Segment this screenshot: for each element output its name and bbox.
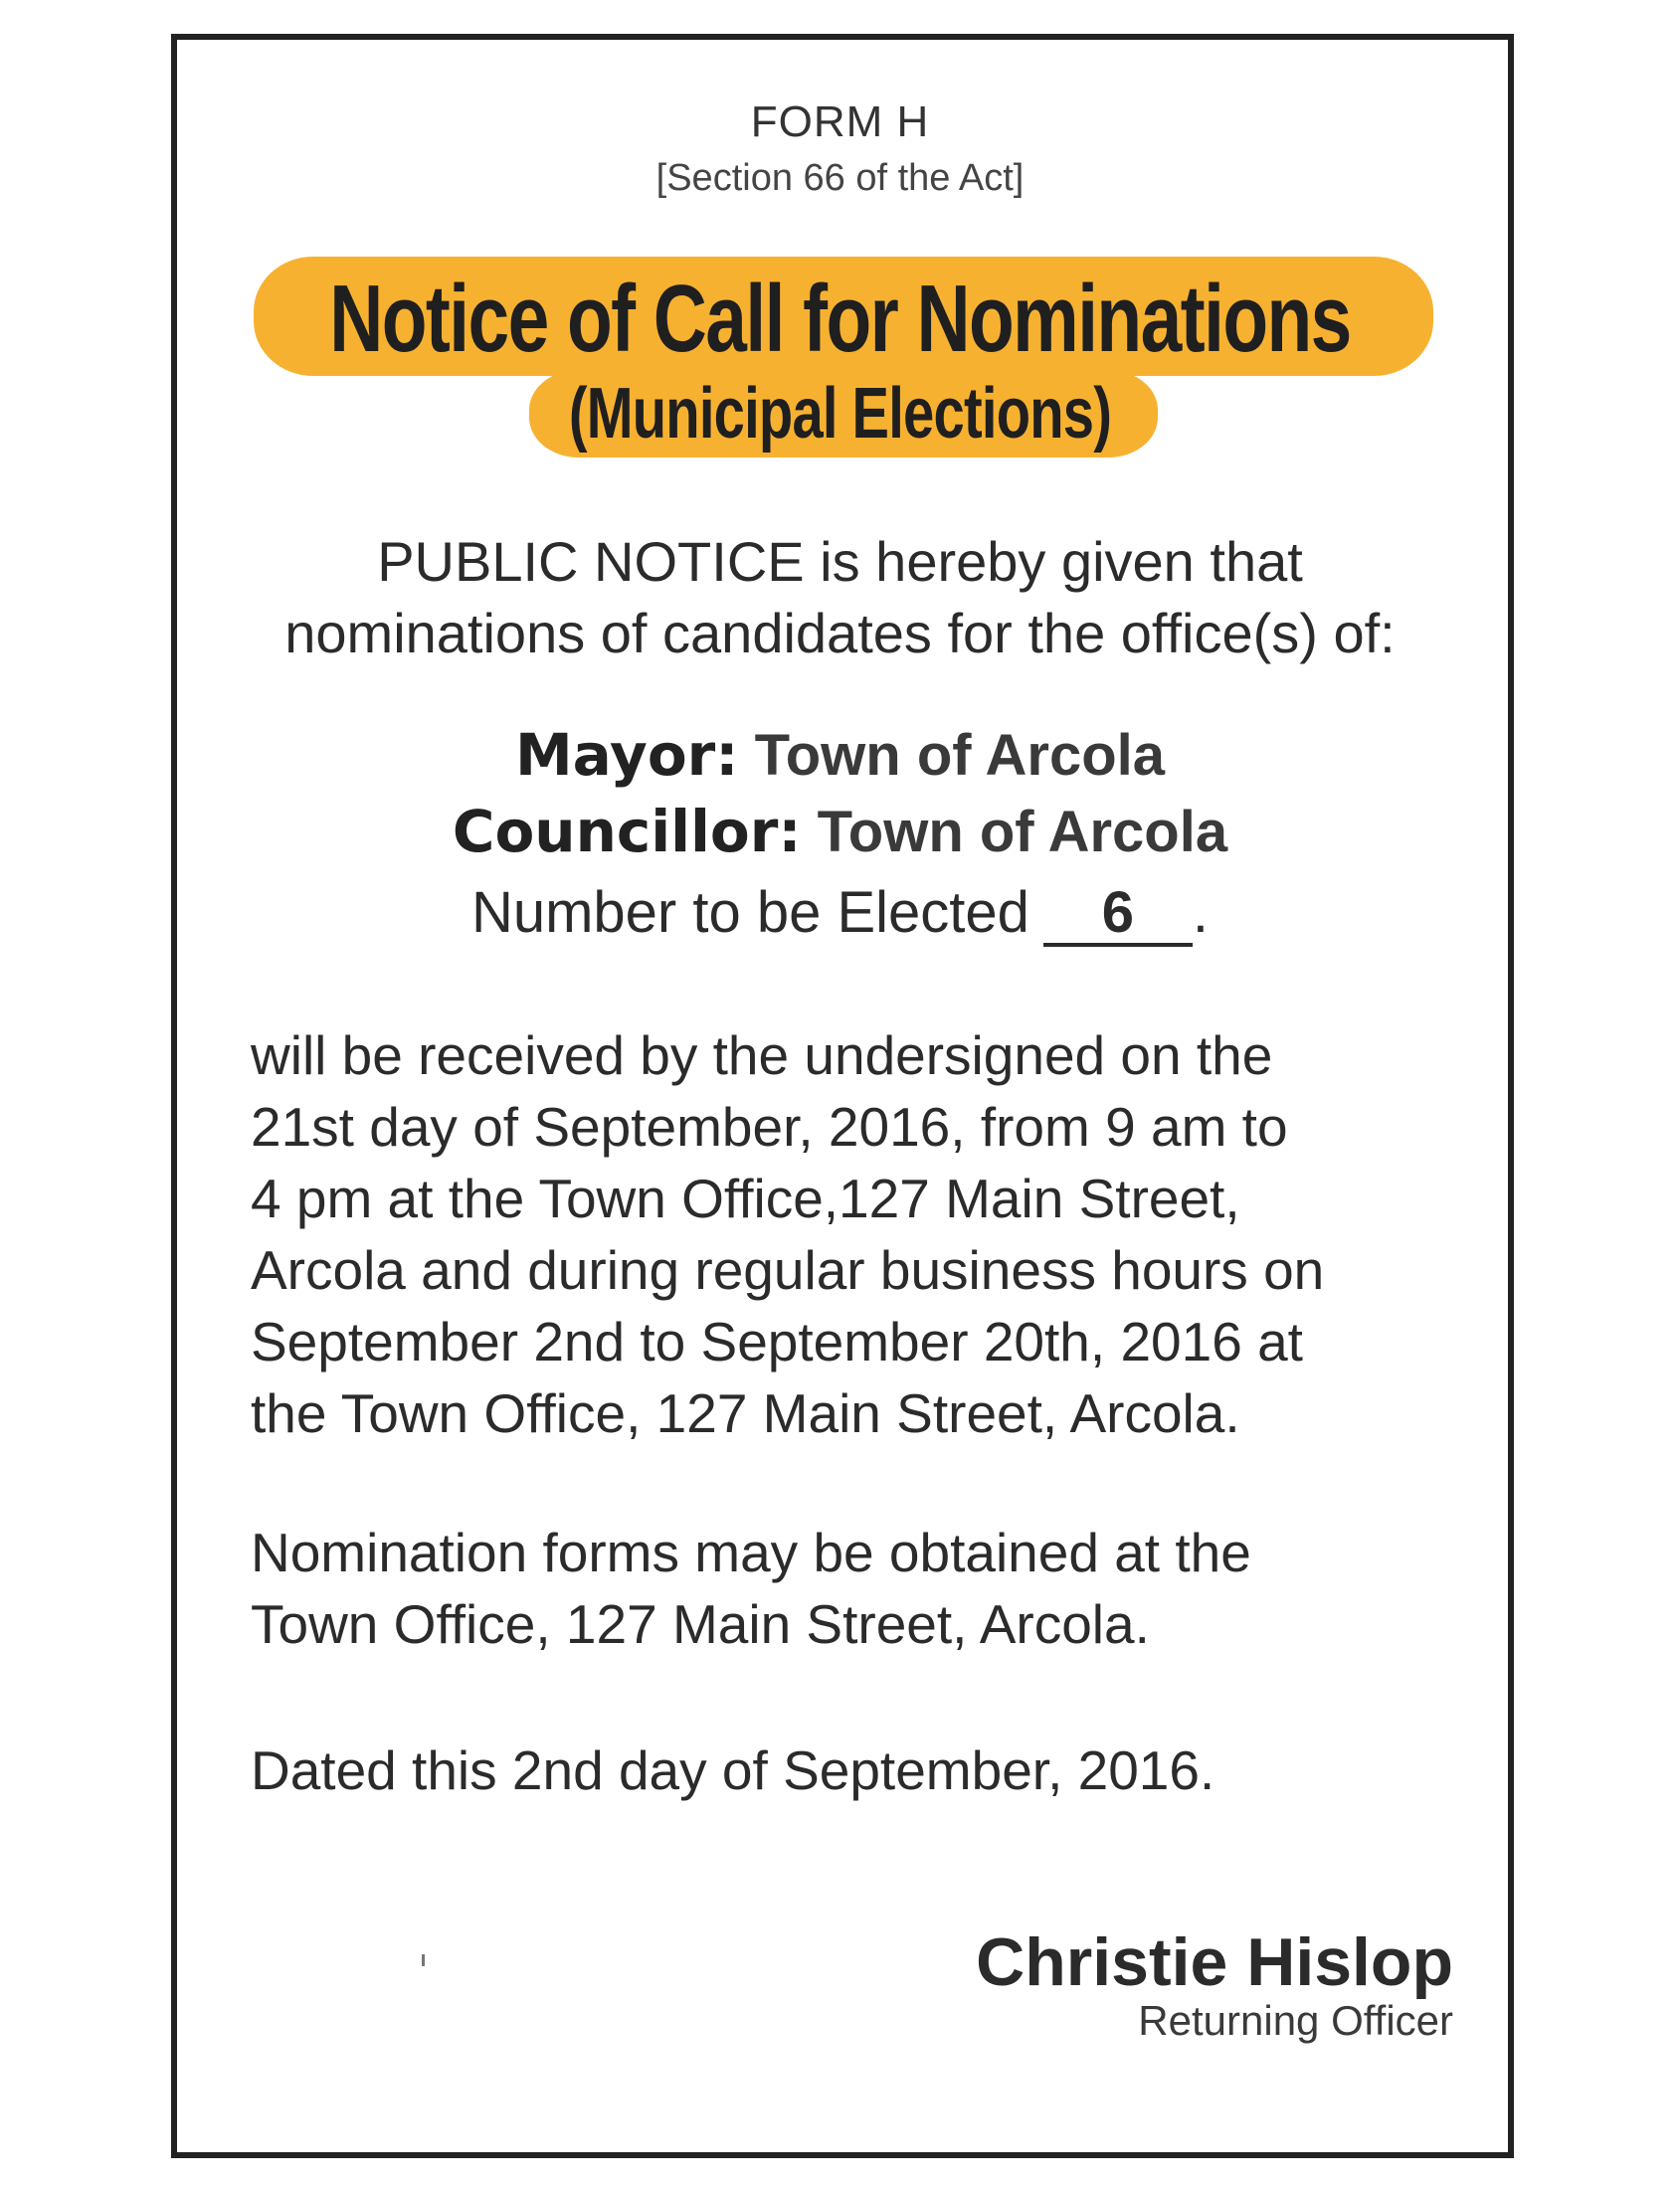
office-place-mayor: Town of Arcola (754, 723, 1166, 788)
nomination-forms-line: Nomination forms may be obtained at the (251, 1522, 1251, 1583)
number-to-be-elected-suffix: . (1192, 880, 1210, 945)
receipt-line: 21st day of September, 2016, from 9 am to (251, 1096, 1288, 1158)
receipt-line: Arcola and during regular business hours on (251, 1239, 1325, 1301)
office-role-mayor: Mayor: (514, 721, 739, 789)
signatory-name: Christie Hislop (976, 1924, 1453, 2000)
number-to-be-elected (0, 879, 1680, 947)
signatory-title: Returning Officer (1138, 1997, 1453, 2044)
office-role-councillor: Councillor: (452, 798, 802, 865)
receipt-line: will be received by the undersigned on the (251, 1024, 1273, 1086)
form-name: FORM H (750, 97, 930, 146)
public-notice-line-1: PUBLIC NOTICE is hereby given that (377, 530, 1303, 593)
number-to-be-elected-label: Number to be Elected (470, 880, 1029, 945)
office-mayor (0, 721, 1680, 789)
dated-line: Dated this 2nd day of September, 2016. (251, 1739, 1215, 1801)
scan-speck (422, 1954, 425, 1966)
office-councillor (0, 798, 1680, 865)
receipt-line: the Town Office, 127 Main Street, Arcola. (251, 1382, 1240, 1444)
public-notice-line-2: nominations of candidates for the office(s) of: (284, 602, 1396, 664)
receipt-paragraph (251, 1019, 1444, 1449)
nomination-forms-line: Town Office, 127 Main Street, Arcola. (251, 1593, 1150, 1655)
receipt-line: 4 pm at the Town Office,127 Main Street, (251, 1168, 1240, 1229)
notice-title: Notice of Call for Nominations (329, 266, 1351, 372)
number-to-be-elected-value: 6 (1043, 883, 1193, 947)
receipt-line: September 2nd to September 20th, 2016 at (251, 1311, 1303, 1372)
nomination-forms-paragraph (251, 1517, 1444, 1660)
notice-subtitle: (Municipal Elections) (568, 374, 1112, 454)
form-section-reference: [Section 66 of the Act] (655, 157, 1025, 199)
office-place-councillor: Town of Arcola (817, 800, 1228, 864)
